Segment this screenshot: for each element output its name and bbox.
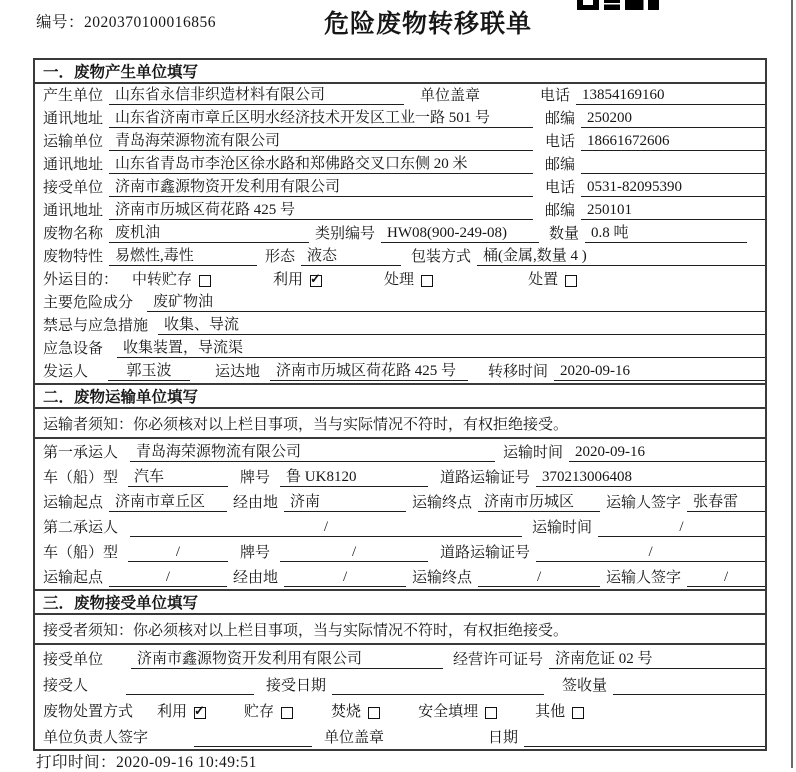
vehicle-type-label: 车（船）型 [43,470,119,486]
category-code-value: HW08(900-249-08) [381,224,539,243]
terminus-label: 运输终点 [412,495,473,511]
disposal-incinerate-option [331,703,380,721]
checkbox-label: 处理 [384,272,415,288]
second-carrier-label: 第二承运人 [43,520,119,536]
checkbox-checked-icon [310,275,322,287]
producer-unit-row [35,84,765,107]
road-permit-label: 道路运输证号 [440,470,531,486]
second-carrier-value: / [130,518,522,537]
via-value: / [284,568,406,587]
received-quantity-value [613,694,765,695]
hazard-component-row [35,291,765,314]
disposal-landfill-option [418,703,497,721]
terminus-label: 运输终点 [412,570,473,586]
unit-seal-label: 单位盖章 [324,730,385,746]
license-number-label: 经营许可证号 [453,652,544,668]
transporter-signature-label: 运输人签字 [606,570,682,586]
origin-value: / [109,568,227,587]
destination-label: 运达地 [215,364,261,380]
receiver-unit-label: 接受单位 [43,180,104,196]
transporter-signature-label: 运输人签字 [606,495,682,511]
waste-property-label: 废物特性 [43,249,104,265]
emergency-equipment-label: 应急设备 [43,341,104,357]
transport-time-value: 2020-09-16 [569,443,765,462]
page-edge-line [791,0,793,768]
transporter-address-value: 山东省青岛市李沧区徐水路和郑佛路交叉口东侧 20 米 [109,155,533,174]
page-title: 危险废物转移联单 [323,11,532,38]
origin-label: 运输起点 [43,495,104,511]
accepting-unit-row [35,645,765,671]
producer-phone-value: 13854169160 [576,86,765,105]
hazard-component-value: 废矿物油 [147,293,765,312]
document-number-value: 2020370100016856 [84,14,217,31]
acceptor-label: 接受人 [43,678,89,694]
section2-header: 二．废物运输单位填写 [35,383,765,409]
first-carrier-value: 青岛海荣源物流有限公司 [130,443,495,462]
receiver-postcode-value: 250101 [581,201,765,220]
transport-time-label: 运输时间 [532,520,593,536]
waste-property-row [35,245,765,268]
checkbox-checked-icon [194,707,206,719]
road-permit-label: 道路运输证号 [440,545,531,561]
quantity-value: 0.8 吨 [585,224,747,243]
form-state-value: 液态 [301,247,401,266]
receiver-phone-value: 0531-82095390 [581,178,765,197]
acceptor-value [126,694,254,695]
transfer-time-label: 转移时间 [488,364,549,380]
shipper-row [35,360,765,383]
transport-time-value: / [598,518,765,537]
checkbox-icon [485,707,497,719]
packaging-label: 包装方式 [411,249,472,265]
checkbox-icon [199,275,211,287]
outbound-purpose-label: 外运目的： [43,272,119,288]
emergency-measures-label: 禁忌与应急措施 [43,318,149,334]
accepting-unit-value: 济南市鑫源物资开发利用有限公司 [131,650,443,669]
disposal-other-option [535,703,584,721]
plate-number-value: / [280,543,428,562]
plate-number-label: 牌号 [240,470,271,486]
responsible-signature-value [194,746,312,747]
received-quantity-label: 签收量 [562,678,608,694]
emergency-measures-value: 收集、导流 [158,316,765,335]
destination-value: 济南市历城区荷花路 425 号 [270,362,468,381]
packaging-value: 桶(金属,数量 4 ) [477,247,765,266]
transporter-unit-label: 运输单位 [43,134,104,150]
terminus-value: 济南市历城区 [478,493,600,512]
purpose-use-option [273,271,322,289]
transport-time-label: 运输时间 [503,445,564,461]
postcode-label: 邮编 [545,157,576,173]
hazard-component-label: 主要危险成分 [43,295,134,311]
responsible-signature-row [35,723,765,749]
vehicle-type-row-2 [35,539,765,564]
date-label: 日期 [488,730,519,746]
checkbox-icon [421,275,433,287]
via-value: 济南 [284,493,406,512]
postcode-label: 邮编 [545,203,576,219]
producer-unit-label: 产生单位 [43,88,104,104]
section1-header: 一．废物产生单位填写 [35,60,765,84]
print-time-label: 打印时间： [36,754,117,771]
checkbox-icon [368,707,380,719]
outbound-purpose-row [35,268,765,291]
document-number-label: 编号： [36,14,85,31]
emergency-equipment-value: 收集装置，导流渠 [117,339,765,358]
checkbox-label: 贮存 [244,704,275,720]
transporter-unit-value: 青岛海荣源物流有限公司 [109,132,533,151]
checkbox-label: 其他 [535,704,566,720]
road-permit-value: / [536,543,765,562]
plate-number-value: 鲁 UK8120 [280,468,428,487]
shipper-name-value: 郭玉波 [108,362,190,381]
checkbox-icon [572,707,584,719]
receiver-address-row [35,199,765,222]
checkbox-icon [565,275,577,287]
producer-unit-value: 山东省永信非织造材料有限公司 [109,86,404,105]
checkbox-label: 处置 [528,272,559,288]
waste-property-value: 易燃性,毒性 [109,247,257,266]
vehicle-type-value: 汽车 [128,468,228,487]
transporter-notice: 运输者须知：你必须核对以上栏目事项，当与实际情况不符时，有权拒绝接受。 [35,409,765,439]
emergency-measures-row [35,314,765,337]
vehicle-type-row [35,464,765,489]
purpose-transfer-storage-option [132,271,211,289]
section3-header: 三．废物接受单位填写 [35,589,765,615]
category-code-label: 类别编号 [315,226,376,242]
receiver-unit-row [35,176,765,199]
waste-name-label: 废物名称 [43,226,104,242]
purpose-dispose-option [528,271,577,289]
via-label: 经由地 [233,495,279,511]
disposal-use-option [157,703,206,721]
postcode-label: 邮编 [545,111,576,127]
checkbox-label: 中转贮存 [132,272,193,288]
print-time-value: 2020-09-16 10:49:51 [116,754,257,771]
vehicle-type-value: / [128,543,228,562]
disposal-store-option [244,703,293,721]
transporter-unit-row [35,130,765,153]
receiver-unit-value: 济南市鑫源物资开发利用有限公司 [109,178,533,197]
producer-address-value: 山东省济南市章丘区明水经济技术开发区工业一路 501 号 [109,109,533,128]
plate-number-label: 牌号 [240,545,271,561]
receiver-address-value: 济南市历城区荷花路 425 号 [109,201,533,220]
license-number-value: 济南危证 02 号 [549,650,765,669]
disposal-method-row [35,697,765,723]
address-label: 通讯地址 [43,157,104,173]
accepting-unit-label: 接受单位 [43,652,104,668]
producer-postcode-value: 250200 [581,109,765,128]
stamp-fragment-icon [604,0,620,10]
producer-address-row [35,107,765,130]
route-row-2 [35,564,765,589]
unit-seal-label: 单位盖章 [420,88,481,104]
transporter-address-row [35,153,765,176]
producer-phone-label: 电话 [540,88,571,104]
shipper-label: 发运人 [43,364,89,380]
quantity-label: 数量 [549,226,580,242]
checkbox-label: 安全填埋 [418,704,479,720]
via-label: 经由地 [233,570,279,586]
checkbox-label: 焚烧 [331,704,362,720]
transporter-postcode-value [581,173,765,174]
receiver-notice: 接受者须知：你必须核对以上栏目事项，当与实际情况不符时，有权拒绝接受。 [35,615,765,645]
acceptor-row [35,671,765,697]
origin-value: 济南市章丘区 [109,493,227,512]
responsible-signature-label: 单位负责人签字 [43,730,149,746]
terminus-value: / [478,568,600,587]
checkbox-label: 利用 [157,704,188,720]
checkbox-icon [281,707,293,719]
waste-name-row [35,222,765,245]
disposal-method-label: 废物处置方式 [43,704,134,720]
transporter-phone-label: 电话 [545,134,576,150]
transfer-time-value: 2020-09-16 [554,362,765,381]
origin-label: 运输起点 [43,570,104,586]
receiver-phone-label: 电话 [545,180,576,196]
transporter-signature-value: 张春雷 [687,493,765,512]
address-label: 通讯地址 [43,203,104,219]
accept-date-value [332,694,544,695]
emergency-equipment-row [35,337,765,360]
stamp-fragment-icon [577,0,599,10]
address-label: 通讯地址 [43,111,104,127]
purpose-treat-option [384,271,433,289]
waste-name-value: 废机油 [109,224,309,243]
vehicle-type-label: 车（船）型 [43,545,119,561]
accept-date-label: 接受日期 [266,678,327,694]
transporter-signature-value: / [687,568,765,587]
form-state-label: 形态 [265,249,296,265]
clipped-stamp [577,0,659,10]
stamp-fragment-icon [625,0,659,10]
road-permit-value: 370213006408 [536,468,765,487]
transporter-phone-value: 18661672606 [581,132,765,151]
checkbox-label: 利用 [273,272,304,288]
first-carrier-label: 第一承运人 [43,445,119,461]
route-row [35,489,765,514]
manifest-form-table [33,58,767,751]
date-value [524,746,765,747]
print-time [36,750,257,772]
second-carrier-row [35,514,765,539]
first-carrier-row [35,439,765,464]
